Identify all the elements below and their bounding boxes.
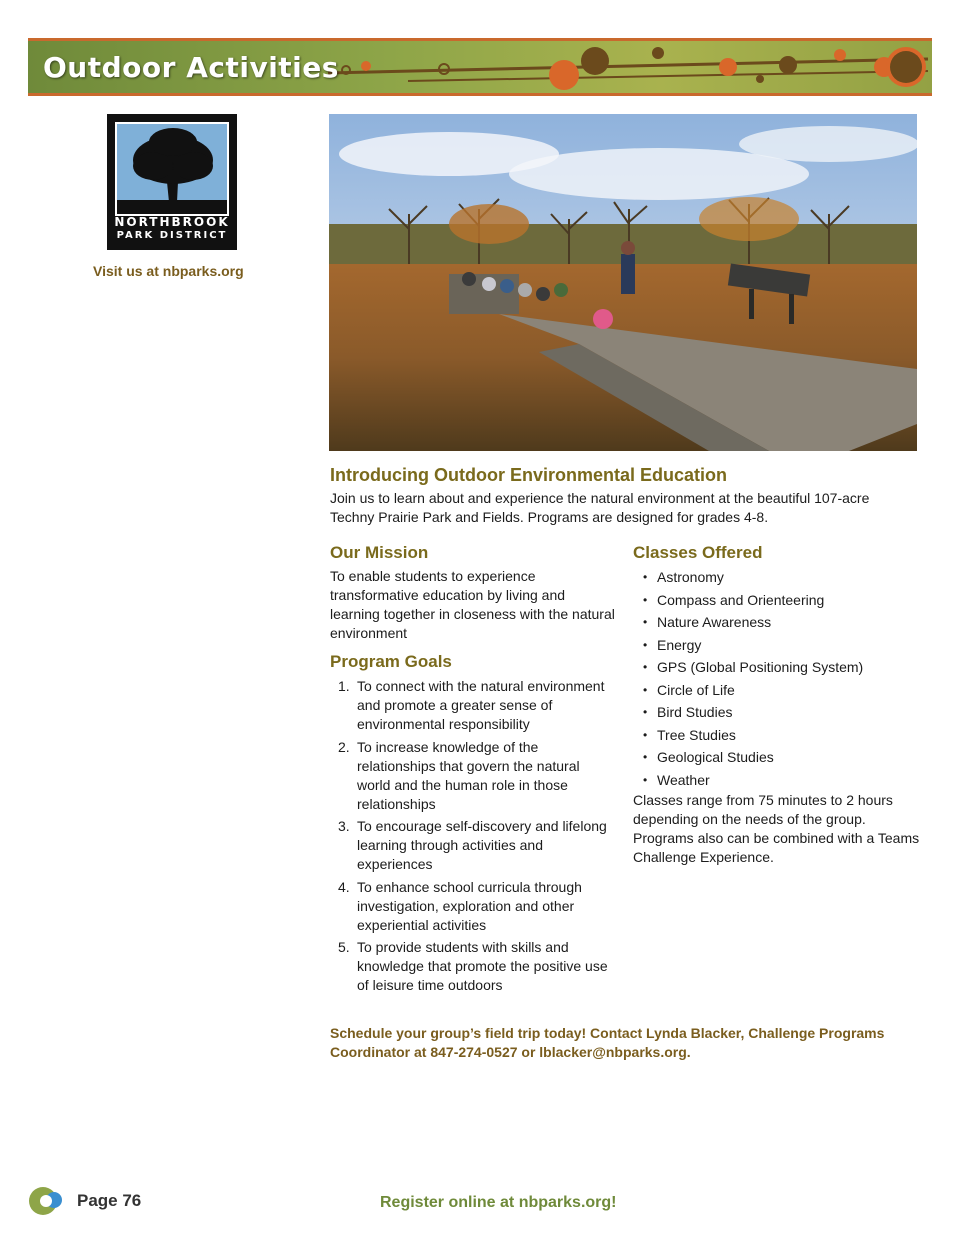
- page-badge-icon: [28, 1186, 68, 1216]
- logo-tree-panel: [115, 122, 229, 216]
- classes-note: Classes range from 75 minutes to 2 hours depending on the needs of the group. Programs also can be combined with a Teams Challenge Experience.: [633, 792, 920, 865]
- mission-heading: Our Mission: [330, 543, 429, 562]
- section-banner: [28, 38, 932, 96]
- schedule-contact-text: Schedule your group’s field trip today! Contact Lynda Blacker, Challenge Programs Coordinator at 847-274-0527 or lblacker@nbparks.org.: [330, 1025, 885, 1060]
- bullet-icon: •: [643, 660, 648, 674]
- bullet-icon: •: [643, 570, 648, 584]
- page-number: Page 76: [77, 1191, 142, 1210]
- register-online-link[interactable]: Register online at nbparks.org!: [380, 1194, 617, 1211]
- park-district-logo: [107, 114, 237, 250]
- list-item: 1. To connect with the natural environment and promote a greater sense of environmental responsibility: [338, 678, 605, 732]
- oak-tree-icon: [117, 124, 227, 214]
- bullet-icon: •: [643, 637, 648, 652]
- right-column: [633, 543, 923, 867]
- banner-title: Outdoor Activities: [43, 51, 339, 84]
- list-item: • Circle of Life: [643, 681, 735, 698]
- goals-heading: Program Goals: [330, 652, 452, 671]
- list-item: 4. To enhance school curricula through investigation, exploration and other experiential activities: [338, 878, 582, 933]
- bullet-icon: •: [643, 727, 648, 742]
- bullet-icon: •: [643, 592, 648, 607]
- list-item: • Energy: [643, 636, 702, 653]
- list-item: 2. To increase knowledge of the relationships that govern the natural world and the human role in those relationships: [338, 738, 580, 812]
- classes-heading: Classes Offered: [633, 543, 763, 562]
- list-item: • Compass and Orienteering: [643, 591, 825, 608]
- logo-line2: PARK DISTRICT: [116, 230, 228, 241]
- intro-text: Join us to learn about and experience the natural environment at the beautiful 107-acre Techny Prairie Park and Fields. Programs are designed for grades 4-8.: [330, 490, 870, 525]
- list-item: • Geological Studies: [643, 749, 774, 765]
- list-item: • Nature Awareness: [643, 614, 772, 630]
- list-item: 5. To provide students with skills and knowledge that promote the positive use of leisure time outdoors: [338, 939, 608, 993]
- bullet-icon: •: [643, 750, 648, 764]
- logo-line1: NORTHBROOK: [114, 215, 230, 229]
- bullet-icon: •: [643, 682, 648, 697]
- intro-heading: Introducing Outdoor Environmental Education: [330, 465, 727, 485]
- list-item: • Tree Studies: [643, 726, 736, 743]
- goals-list: [330, 677, 615, 995]
- classes-list: [633, 568, 923, 790]
- bullet-icon: •: [643, 615, 648, 629]
- mission-text: To enable students to experience transformative education by living and learning together in closeness with the natural environment: [330, 568, 615, 641]
- boardwalk-photo: [329, 114, 917, 451]
- list-item: • Astronomy: [643, 569, 724, 585]
- left-column: [330, 543, 615, 999]
- visit-website-link[interactable]: Visit us at nbparks.org: [93, 263, 244, 279]
- list-item: 3. To encourage self-discovery and lifelong learning through activities and experiences: [338, 818, 607, 872]
- list-item: • Bird Studies: [643, 704, 733, 720]
- bullet-icon: •: [643, 705, 648, 719]
- bullet-icon: •: [643, 772, 648, 787]
- list-item: • Weather: [643, 771, 710, 788]
- list-item: • GPS (Global Positioning System): [643, 659, 864, 675]
